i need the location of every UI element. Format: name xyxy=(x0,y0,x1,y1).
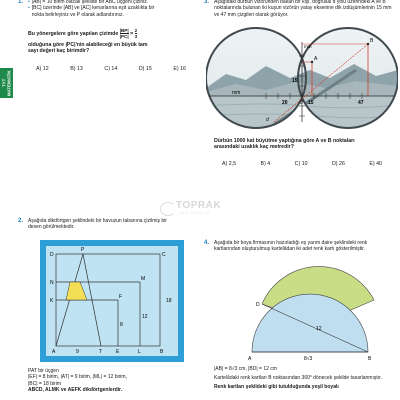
svg-text:9: 9 xyxy=(76,349,79,355)
svg-text:F: F xyxy=(119,294,123,300)
question-prompt-tail: olduğuna göre |PC|'nin alabileceği en büyük tam sayı değeri kaç birimdir? xyxy=(28,42,148,55)
svg-text:12: 12 xyxy=(316,326,322,332)
question-number: 2. xyxy=(18,218,24,224)
option-a[interactable]: A) 2,5 xyxy=(222,161,237,167)
tick-47: 47 xyxy=(358,100,364,106)
svg-text:N: N xyxy=(50,280,54,286)
svg-text:D: D xyxy=(256,302,260,308)
svg-text:8√3: 8√3 xyxy=(304,356,313,362)
given-info: |AB| = 8√3 cm, |BD| = 12 cm Kartelâdaki renk kartları B noktasından 360° dönecek şekilde tasarlanmıştır. Renk kartları şekildeki gibi tutulduğunda yeşil boyalı xyxy=(214,366,382,390)
vertical-mm: mm xyxy=(304,44,312,49)
bullet-icon: • xyxy=(28,0,30,5)
ratio-fraction: $\frac{|BP|}{|PC|}$ xyxy=(119,28,129,39)
option-d[interactable]: D) 15 xyxy=(138,66,152,72)
svg-text:P: P xyxy=(81,247,85,253)
svg-text:18: 18 xyxy=(166,298,172,304)
question-text: Aşağıdaki dürbün vizöründen bakan bir kişi, doğrusal d yolu üzerindeki A ve B noktalarında bulunan iki kuşun vizörün yatay eksenine dik izdüşümlerinin 15 mm ve 47 mm çizgileri olarak görüyor. xyxy=(214,0,392,18)
tick-15: 15 xyxy=(308,100,314,106)
svg-text:E: E xyxy=(116,349,120,355)
label-a: A xyxy=(314,56,318,62)
question-prompt: Bu yönergelere göre yapılan çizimde $\frac{|BP|}{|PC|}$ = $\frac{2}{3}$ xyxy=(28,28,138,39)
pool-figure xyxy=(40,240,184,362)
question-text: Aşağıda bir boya firmasının hazırladığı eş yarım daire şeklindeki renk kartlarından oluşturulmuş kartelâdan iki adet renk kartı gösterilmiştir. xyxy=(214,240,368,253)
tick-20: 20 xyxy=(282,100,288,106)
question-text: Aşağıda dikdörtgen şeklindeki bir havuzun tabanına çizilmiş bir desen görülmektedir. xyxy=(28,218,167,231)
label-d: d xyxy=(266,117,269,123)
option-e[interactable]: E) 40 xyxy=(369,161,382,167)
binocular-figure xyxy=(206,26,398,130)
svg-text:D: D xyxy=(50,252,54,258)
bullet-item: • |AB| = 10 birim olacak şekilde bir ABC üçgeni çiziniz. xyxy=(28,0,149,5)
svg-text:L: L xyxy=(138,349,141,355)
svg-text:C: C xyxy=(162,252,166,258)
vertical-15: 15 xyxy=(292,78,298,84)
side-tab: TYT MATEMATİK xyxy=(0,68,13,98)
svg-text:A: A xyxy=(248,356,252,362)
bullet-icon: • xyxy=(28,5,30,12)
option-a[interactable]: A) 12 xyxy=(36,66,49,72)
watermark-logo: TOPRAK YAYINCILIK xyxy=(160,200,240,220)
color-card-figure xyxy=(248,260,376,362)
svg-text:T: T xyxy=(99,349,103,355)
question-number: 1. xyxy=(18,0,24,5)
svg-text:B: B xyxy=(160,349,164,355)
tick-0: 0 xyxy=(300,100,303,106)
svg-text:M: M xyxy=(141,276,146,282)
option-d[interactable]: D) 26 xyxy=(331,161,345,167)
question-number: 4. xyxy=(204,240,210,246)
point-a xyxy=(311,61,313,63)
option-b[interactable]: B) 4 xyxy=(260,161,271,167)
ratio-value: $\frac{2}{3}$ xyxy=(134,28,138,39)
bullet-item: • [BC] üzerinde [AB] ve [AC] kenarlarına eşit uzaklıkta bir nokta belirleyiniz ve P olarak adlandırınız. xyxy=(28,5,155,18)
point-b xyxy=(367,43,369,45)
answer-options xyxy=(36,66,186,72)
svg-text:K: K xyxy=(50,298,54,304)
svg-text:8: 8 xyxy=(120,322,123,328)
question-number: 3. xyxy=(204,0,210,5)
option-c[interactable]: C) 14 xyxy=(104,66,118,72)
given-info: PAT bir üçgen |EF| = 8 birim, |AT| = 9 birim, |ML| = 12 birim, |BC| = 18 birim ABCD, ALMK ve AEFK dikdörtgenlerdir. xyxy=(28,368,127,393)
svg-text:B: B xyxy=(368,356,372,362)
scale-unit: mm xyxy=(232,90,241,96)
option-e[interactable]: E) 16 xyxy=(173,66,186,72)
svg-text:A: A xyxy=(52,349,56,355)
option-c[interactable]: C) 10 xyxy=(294,161,308,167)
answer-options xyxy=(222,161,382,167)
question-prompt: Dürbün 1000 kat büyütme yaptığına göre A ve B noktaları arasındaki uzaklık kaç metredir? xyxy=(214,138,355,151)
label-b: B xyxy=(370,38,374,44)
svg-text:12: 12 xyxy=(142,314,148,320)
option-b[interactable]: B) 13 xyxy=(70,66,83,72)
